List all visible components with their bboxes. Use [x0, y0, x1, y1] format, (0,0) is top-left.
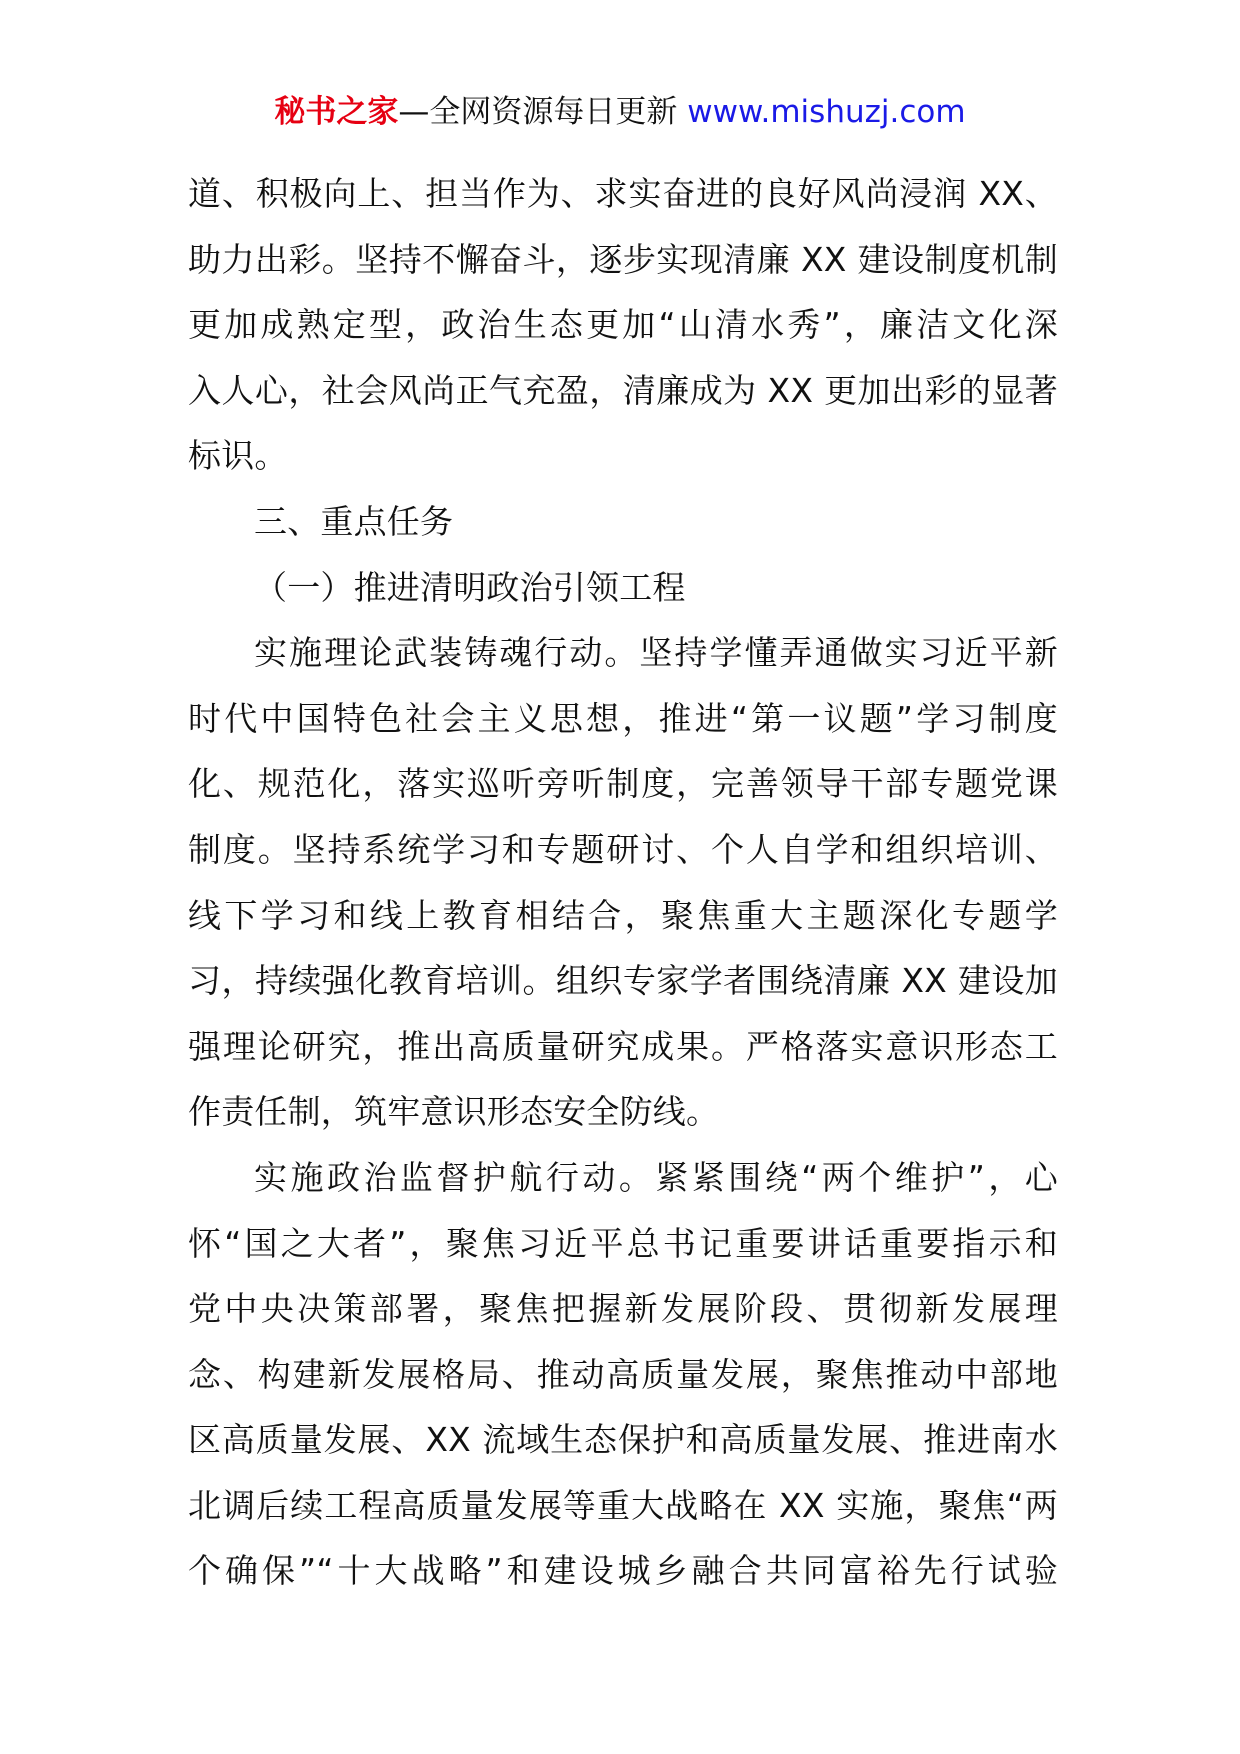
text-line: 道、积极向上、担当作为、求实奋进的良好风尚浸润 XX、	[188, 174, 1058, 213]
text-line: 作责任制，筑牢意识形态安全防线。	[188, 1092, 720, 1132]
subsection-heading: （一）推进清明政治引领工程	[254, 567, 686, 607]
header-slogan: —全网资源每日更新	[398, 94, 678, 130]
text-line: 化、规范化，落实巡听旁听制度，完善领导干部专题党课	[188, 764, 1058, 804]
page-header	[0, 92, 1240, 132]
text-line: 强理论研究，推出高质量研究成果。严格落实意识形态工	[188, 1026, 1058, 1066]
document-body	[188, 161, 1058, 1604]
header-url-link[interactable]: www.mishuzj.com	[687, 94, 966, 130]
text-line: 实施理论武装铸魂行动。坚持学懂弄通做实习近平新	[254, 633, 1058, 673]
section-heading: 三、重点任务	[254, 501, 454, 541]
text-line: 入人心，社会风尚正气充盈，清廉成为 XX 更加出彩的显著	[188, 370, 1058, 410]
text-line: 更加成熟定型，政治生态更加“山清水秀”，廉洁文化深	[188, 305, 1058, 345]
text-line: 北调后续工程高质量发展等重大战略在 XX 实施，聚焦“两	[188, 1485, 1058, 1525]
text-line: 助力出彩。坚持不懈奋斗，逐步实现清廉 XX 建设制度机制	[188, 239, 1058, 279]
text-line: 习，持续强化教育培训。组织专家学者围绕清廉 XX 建设加	[188, 961, 1058, 1001]
text-line: 标识。	[188, 436, 288, 476]
text-line: 念、构建新发展格局、推动高质量发展，聚焦推动中部地	[188, 1354, 1058, 1394]
text-line: 线下学习和线上教育相结合，聚焦重大主题深化专题学	[188, 895, 1058, 935]
header-brand: 秘书之家	[274, 94, 399, 130]
text-line: 区高质量发展、XX 流域生态保护和高质量发展、推进南水	[188, 1420, 1058, 1460]
text-line: 实施政治监督护航行动。紧紧围绕“两个维护”，心	[254, 1157, 1058, 1197]
text-line: 党中央决策部署，聚焦把握新发展阶段、贯彻新发展理	[188, 1289, 1058, 1329]
text-line: 怀“国之大者”，聚焦习近平总书记重要讲话重要指示和	[188, 1223, 1058, 1263]
text-line: 时代中国特色社会主义思想，推进“第一议题”学习制度	[188, 698, 1058, 738]
text-line: 个确保”“十大战略”和建设城乡融合共同富裕先行试验	[188, 1551, 1058, 1591]
text-line: 制度。坚持系统学习和专题研讨、个人自学和组织培训、	[188, 829, 1058, 869]
